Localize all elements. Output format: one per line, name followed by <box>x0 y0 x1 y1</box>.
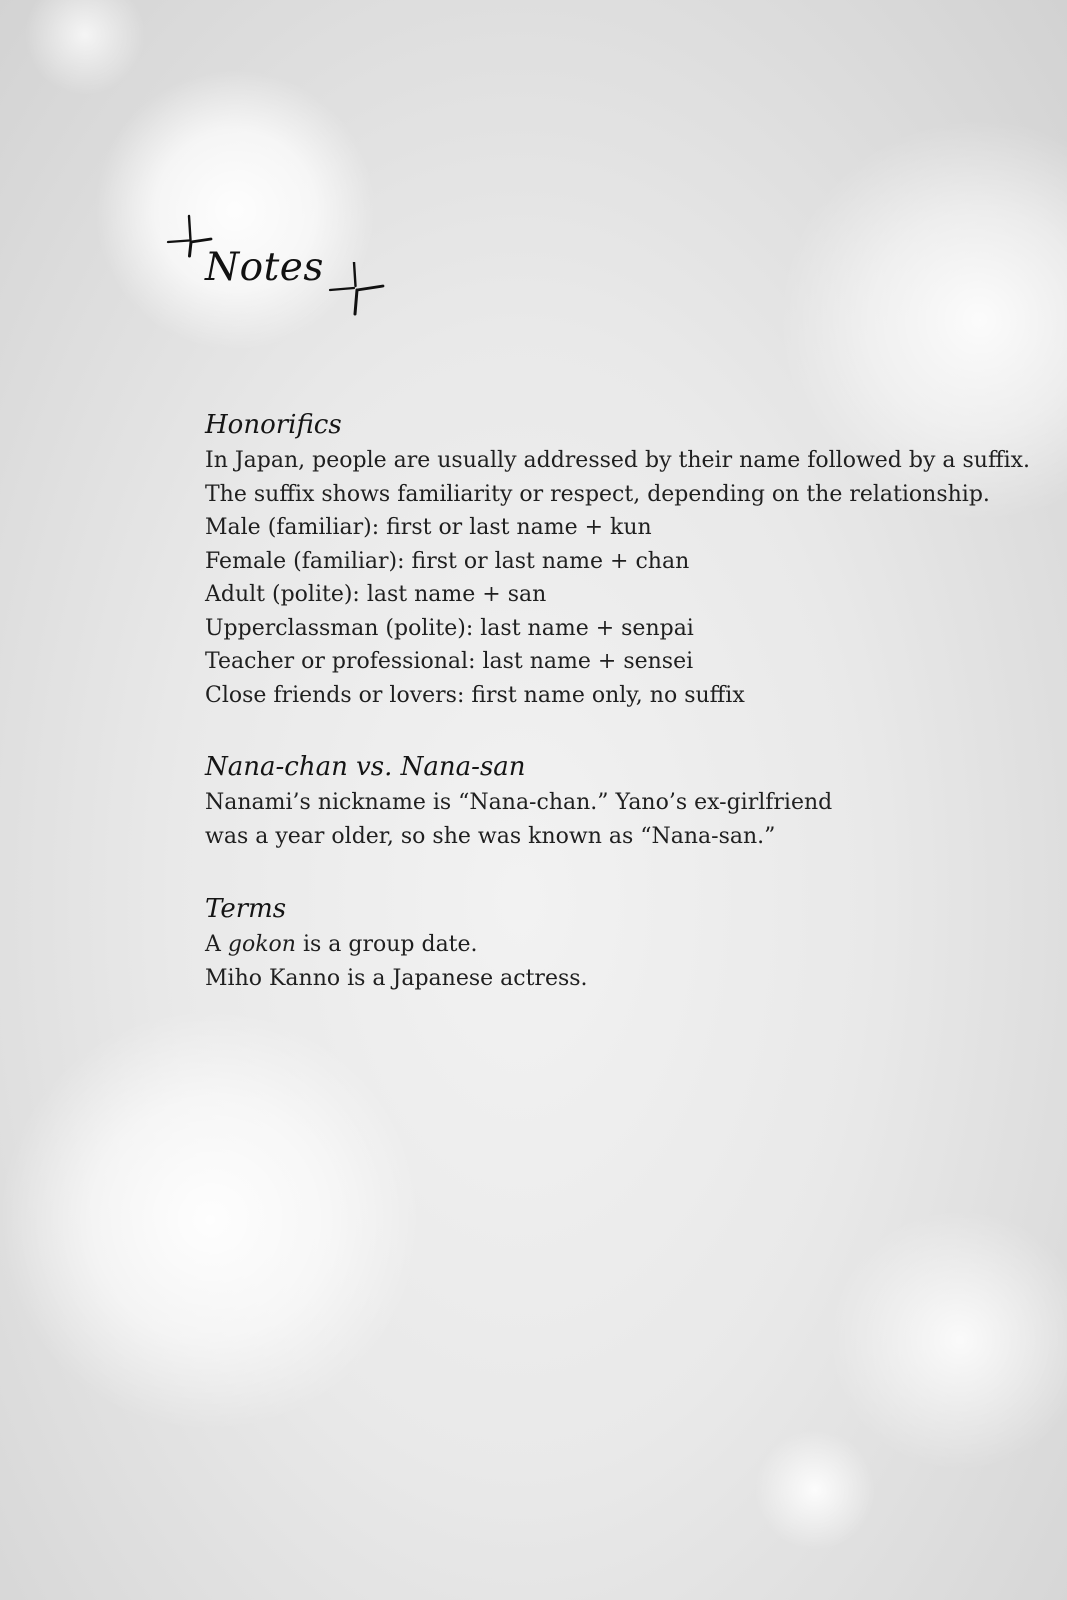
note-line: was a year older, so she was known as “Nana-san.” <box>205 823 776 849</box>
note-line: Close friends or lovers: first name only, no suffix <box>205 682 745 708</box>
term-definition-line <box>205 928 1005 962</box>
note-line: Male (familiar): first or last name + kun <box>205 515 652 540</box>
note-line: In Japan, people are usually addressed by their name followed by a suffix. <box>205 448 1031 473</box>
section-heading: Nana-chan vs. Nana-san <box>205 752 526 782</box>
note-line: The suffix shows familiarity or respect, depending on the relationship. <box>205 481 990 507</box>
page-title: Notes <box>205 245 324 290</box>
note-line: Nanami’s nickname is “Nana-chan.” Yano’s ex-girlfriend <box>205 790 833 815</box>
term-word: gokon <box>227 932 296 957</box>
honorifics-section <box>205 410 1031 712</box>
note-line: Upperclassman (polite): last name + senpai <box>205 615 694 641</box>
nana-section <box>205 752 1005 853</box>
sparkle-icon <box>327 262 387 322</box>
terms-section <box>205 894 1005 995</box>
note-line: Miho Kanno is a Japanese actress. <box>205 965 588 991</box>
term-suffix: is a group date. <box>295 932 478 957</box>
term-prefix: A <box>205 932 228 957</box>
note-line: Adult (polite): last name + san <box>205 582 547 607</box>
note-line: Female (familiar): first or last name + chan <box>205 548 690 574</box>
section-heading: Terms <box>205 894 287 924</box>
note-line: Teacher or professional: last name + sensei <box>205 649 694 674</box>
section-heading: Honorifics <box>205 410 342 440</box>
